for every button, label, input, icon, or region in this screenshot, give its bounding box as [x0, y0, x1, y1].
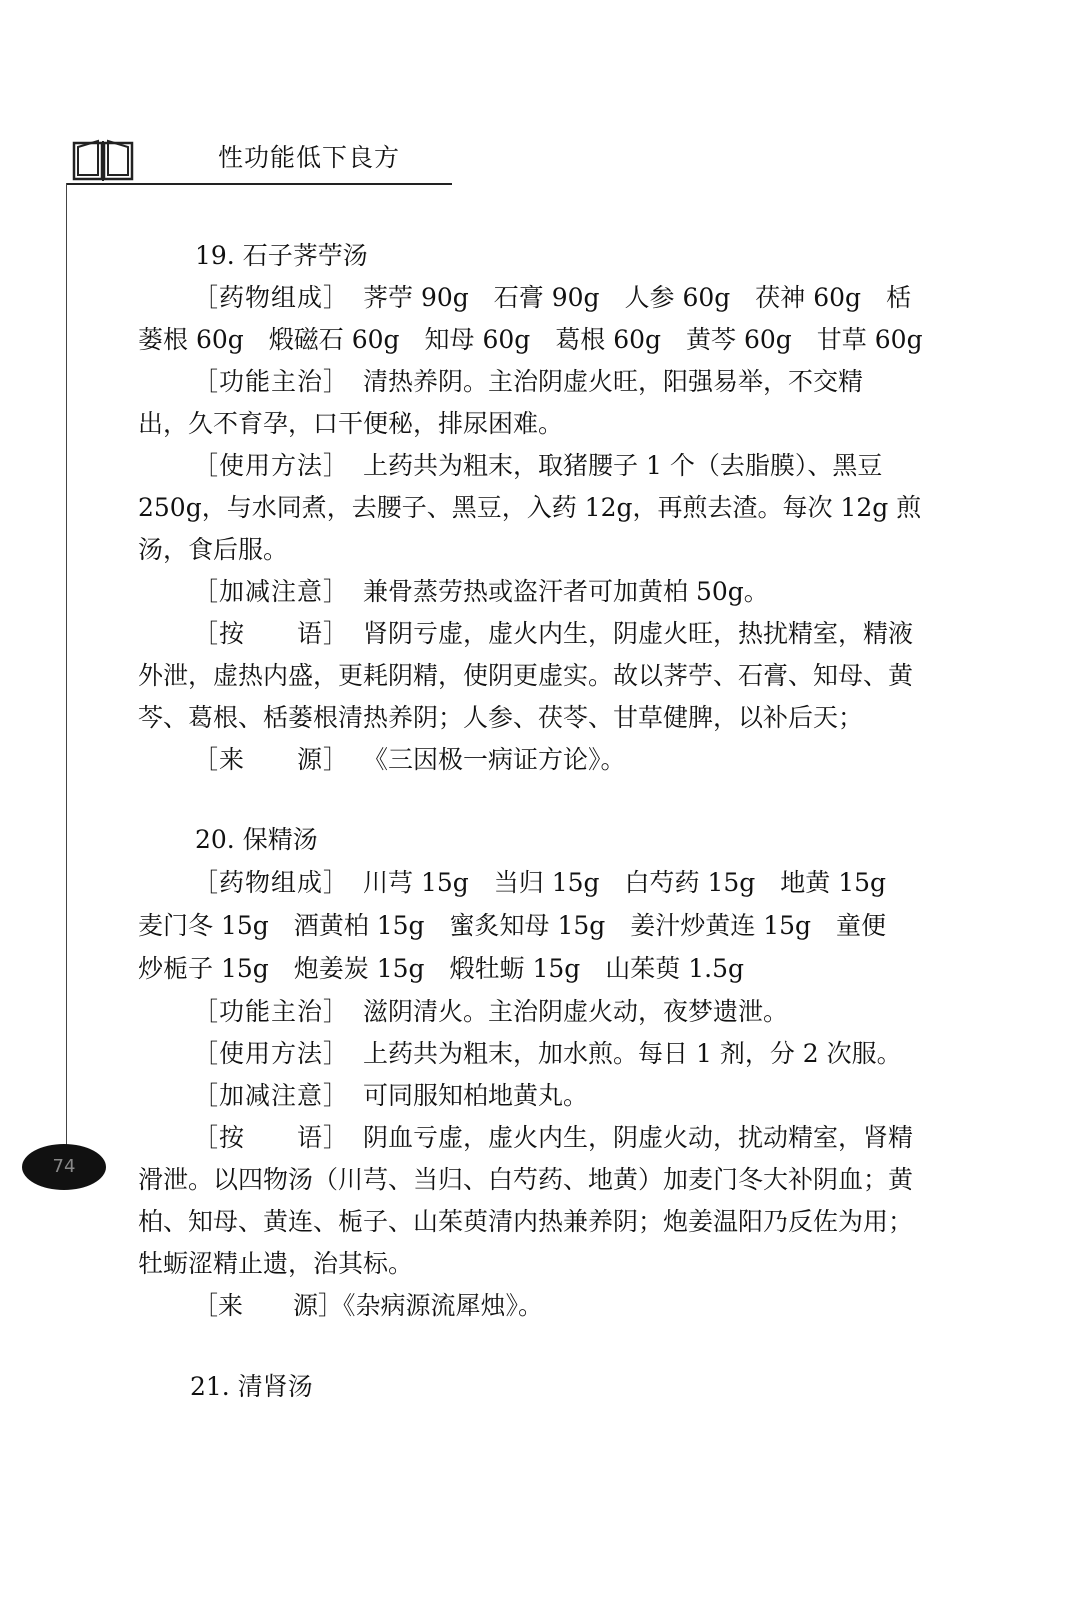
composition-text: 荠苧 90g 石膏 90g 人参 60g 茯神 60g 栝: [363, 283, 912, 312]
s20-usage-line: [193, 1034, 902, 1070]
running-header-title: 性功能低下良方: [218, 143, 401, 172]
s19-modification-line: [193, 572, 769, 608]
s20-composition-line-3: 炒栀子 15g 炮姜炭 15g 煅牡蛎 15g 山茱萸 1.5g: [138, 954, 744, 983]
s19-source-line: [193, 740, 626, 776]
modification-label: ［加减注意］: [193, 577, 350, 606]
function-label: ［功能主治］: [193, 367, 350, 396]
note-label: ［按 语］: [193, 1123, 350, 1152]
s19-composition-line-2: 蒌根 60g 煅磁石 60g 知母 60g 葛根 60g 黄芩 60g 甘草 60g: [138, 325, 923, 354]
function-text: 清热养阴。主治阴虚火旺，阳强易举，不交精: [363, 367, 864, 396]
section-21-title: 21. 清肾汤: [190, 1372, 313, 1401]
page-number-badge: 74: [22, 1144, 106, 1190]
s19-function-line-2: 出，久不育孕，口干便秘，排尿困难。: [138, 409, 564, 438]
composition-label: ［药物组成］: [193, 868, 350, 897]
modification-text: 兼骨蒸劳热或盗汗者可加黄柏 50g。: [363, 577, 769, 606]
s20-modification-line: [193, 1076, 588, 1112]
header-rule: [66, 183, 452, 185]
function-text: 滋阴清火。主治阴虚火动，夜梦遗泄。: [363, 997, 789, 1026]
source-text: 《三因极一病证方论》。: [363, 745, 626, 774]
section-20-title: 20. 保精汤: [195, 825, 318, 854]
s20-note-line-1: [193, 1118, 913, 1154]
s19-note-line-1: [193, 614, 913, 650]
source-label: ［来 源］: [193, 745, 350, 774]
note-text: 阴血亏虚，虚火内生，阴虚火动，扰动精室，肾精: [363, 1123, 914, 1152]
s19-composition-line-1: [193, 278, 911, 314]
modification-text: 可同服知柏地黄丸。: [363, 1081, 589, 1110]
book-icon: [70, 135, 136, 183]
s20-note-line-4: 牡蛎涩精止遗，治其标。: [138, 1249, 414, 1278]
usage-label: ［使用方法］: [193, 451, 350, 480]
s19-usage-line-1: [193, 446, 882, 482]
s19-note-line-3: 芩、葛根、栝蒌根清热养阴；人参、茯苓、甘草健脾，以补后天；: [138, 703, 864, 732]
note-text: 肾阴亏虚，虚火内生，阴虚火旺，热扰精室，精液: [363, 619, 914, 648]
s20-source-line: ［来 源］《杂病源流犀烛》。: [193, 1291, 544, 1320]
note-label: ［按 语］: [193, 619, 350, 648]
section-19-title: 19. 石子荠苧汤: [195, 241, 368, 270]
s20-composition-line-2: 麦门冬 15g 酒黄柏 15g 蜜炙知母 15g 姜汁炒黄连 15g 童便: [138, 911, 887, 940]
s20-note-line-2: 滑泄。以四物汤（川芎、当归、白芍药、地黄）加麦门冬大补阴血；黄: [138, 1165, 914, 1194]
usage-text: 上药共为粗末，加水煎。每日 1 剂，分 2 次服。: [363, 1039, 902, 1068]
s19-function-line-1: [193, 362, 863, 398]
s20-note-line-3: 柏、知母、黄连、栀子、山茱萸清内热兼养阴；炮姜温阳乃反佐为用；: [138, 1207, 914, 1236]
function-label: ［功能主治］: [193, 997, 350, 1026]
s19-usage-line-3: 汤，食后服。: [138, 535, 289, 564]
usage-text: 上药共为粗末，取猪腰子 1 个（去脂膜）、黑豆: [363, 451, 883, 480]
modification-label: ［加减注意］: [193, 1081, 350, 1110]
s19-note-line-2: 外泄，虚热内盛，更耗阴精，使阴更虚实。故以荠苧、石膏、知母、黄: [138, 661, 914, 690]
s19-usage-line-2: 250g，与水同煮，去腰子、黑豆，入药 12g，再煎去渣。每次 12g 煎: [138, 493, 922, 522]
s20-function-line: [193, 992, 788, 1028]
composition-label: ［药物组成］: [193, 283, 350, 312]
margin-rule: [66, 183, 67, 1163]
composition-text: 川芎 15g 当归 15g 白芍药 15g 地黄 15g: [363, 868, 887, 897]
s20-composition-line-1: [193, 863, 886, 899]
usage-label: ［使用方法］: [193, 1039, 350, 1068]
